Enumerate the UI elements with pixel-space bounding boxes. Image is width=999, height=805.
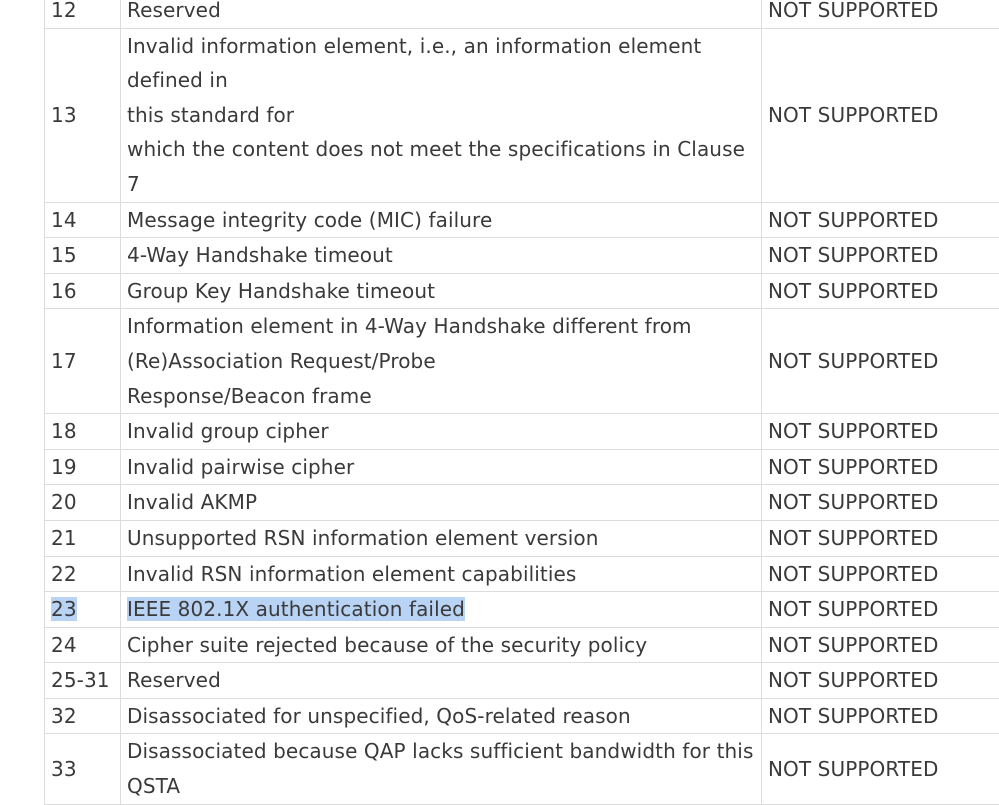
reason-meaning-line xyxy=(127,309,755,344)
table-row xyxy=(45,414,999,450)
reason-meaning-text: Disassociated because QAP lacks sufficient bandwidth for this xyxy=(127,739,753,763)
reason-code-text: 23 xyxy=(51,597,77,621)
reason-code-cell xyxy=(45,556,121,592)
reason-meaning-text: Cipher suite rejected because of the security policy xyxy=(127,633,647,657)
reason-code-cell xyxy=(45,28,121,202)
reason-code-text: 20 xyxy=(51,490,77,514)
support-status-cell: NOT SUPPORTED xyxy=(762,698,999,734)
support-status-cell: NOT SUPPORTED xyxy=(762,485,999,521)
reason-meaning-line xyxy=(127,132,755,201)
reason-meaning-cell xyxy=(121,556,762,592)
reason-code-table xyxy=(44,0,999,805)
table-row xyxy=(45,698,999,734)
reason-meaning-cell xyxy=(121,238,762,274)
reason-meaning-cell xyxy=(121,0,762,28)
reason-code-cell xyxy=(45,627,121,663)
reason-meaning-cell xyxy=(121,273,762,309)
reason-meaning-cell xyxy=(121,698,762,734)
reason-meaning-line xyxy=(127,0,755,28)
table-row xyxy=(45,238,999,274)
reason-code-cell xyxy=(45,273,121,309)
support-status-cell: NOT SUPPORTED xyxy=(762,238,999,274)
reason-meaning-cell xyxy=(121,627,762,663)
reason-meaning-text: Response/Beacon frame xyxy=(127,384,372,408)
reason-code-cell xyxy=(45,0,121,28)
reason-code-table-container xyxy=(44,0,999,805)
reason-code-cell xyxy=(45,485,121,521)
reason-meaning-line xyxy=(127,203,755,238)
table-row xyxy=(45,592,999,628)
support-status-cell: NOT SUPPORTED xyxy=(762,202,999,238)
reason-meaning-text: Invalid pairwise cipher xyxy=(127,455,354,479)
table-row xyxy=(45,0,999,28)
reason-meaning-line xyxy=(127,628,755,663)
support-status-cell: NOT SUPPORTED xyxy=(762,273,999,309)
reason-code-text: 18 xyxy=(51,419,77,443)
reason-code-cell xyxy=(45,309,121,414)
reason-meaning-line xyxy=(127,274,755,309)
table-row xyxy=(45,273,999,309)
support-status-cell: NOT SUPPORTED xyxy=(762,556,999,592)
support-status-cell: NOT SUPPORTED xyxy=(762,592,999,628)
reason-meaning-line xyxy=(127,379,755,414)
reason-meaning-line xyxy=(127,521,755,556)
reason-meaning-text: Message integrity code (MIC) failure xyxy=(127,208,492,232)
reason-meaning-line xyxy=(127,734,755,769)
reason-meaning-line xyxy=(127,592,755,627)
support-status-cell: NOT SUPPORTED xyxy=(762,0,999,28)
reason-code-text: 13 xyxy=(51,103,77,127)
reason-code-text: 32 xyxy=(51,704,77,728)
reason-code-cell xyxy=(45,734,121,804)
reason-meaning-line xyxy=(127,769,755,804)
reason-meaning-text: which the content does not meet the specifications in Clause 7 xyxy=(127,137,745,196)
reason-meaning-text: this standard for xyxy=(127,103,294,127)
table-row xyxy=(45,309,999,414)
reason-meaning-text: Invalid RSN information element capabilities xyxy=(127,562,576,586)
reason-meaning-cell xyxy=(121,592,762,628)
support-status-cell: NOT SUPPORTED xyxy=(762,449,999,485)
support-status-cell: NOT SUPPORTED xyxy=(762,28,999,202)
table-row xyxy=(45,449,999,485)
reason-code-cell xyxy=(45,520,121,556)
reason-code-cell xyxy=(45,698,121,734)
reason-meaning-line xyxy=(127,450,755,485)
reason-code-text: 12 xyxy=(51,0,77,22)
reason-meaning-text: IEEE 802.1X authentication failed xyxy=(127,597,465,621)
reason-code-cell xyxy=(45,414,121,450)
reason-meaning-text: Reserved xyxy=(127,0,221,22)
reason-meaning-text: 4-Way Handshake timeout xyxy=(127,243,393,267)
reason-meaning-line xyxy=(127,29,755,98)
table-row xyxy=(45,485,999,521)
reason-meaning-line xyxy=(127,485,755,520)
support-status-cell: NOT SUPPORTED xyxy=(762,734,999,804)
reason-meaning-text: Disassociated for unspecified, QoS-related reason xyxy=(127,704,631,728)
reason-meaning-text: Reserved xyxy=(127,668,221,692)
reason-meaning-text: Information element in 4-Way Handshake different from xyxy=(127,314,692,338)
reason-meaning-cell xyxy=(121,449,762,485)
reason-code-text: 14 xyxy=(51,208,77,232)
support-status-cell: NOT SUPPORTED xyxy=(762,663,999,699)
reason-meaning-text: QSTA xyxy=(127,774,180,798)
table-row xyxy=(45,28,999,202)
reason-meaning-cell xyxy=(121,485,762,521)
support-status-cell: NOT SUPPORTED xyxy=(762,414,999,450)
table-row xyxy=(45,202,999,238)
reason-meaning-text: Unsupported RSN information element version xyxy=(127,526,599,550)
reason-meaning-line xyxy=(127,98,755,133)
reason-code-text: 25-31 xyxy=(51,668,110,692)
reason-meaning-cell xyxy=(121,520,762,556)
reason-meaning-cell xyxy=(121,202,762,238)
reason-code-cell xyxy=(45,592,121,628)
reason-code-cell xyxy=(45,663,121,699)
reason-code-text: 16 xyxy=(51,279,77,303)
support-status-cell: NOT SUPPORTED xyxy=(762,520,999,556)
reason-meaning-line xyxy=(127,414,755,449)
reason-meaning-text: (Re)Association Request/Probe xyxy=(127,349,436,373)
reason-code-cell xyxy=(45,449,121,485)
reason-meaning-line xyxy=(127,699,755,734)
reason-code-cell xyxy=(45,202,121,238)
reason-code-text: 33 xyxy=(51,757,77,781)
reason-code-text: 21 xyxy=(51,526,77,550)
reason-meaning-text: Invalid AKMP xyxy=(127,490,257,514)
table-row xyxy=(45,663,999,699)
reason-code-cell xyxy=(45,238,121,274)
reason-meaning-line xyxy=(127,344,755,379)
reason-meaning-cell xyxy=(121,28,762,202)
support-status-cell: NOT SUPPORTED xyxy=(762,627,999,663)
reason-code-text: 22 xyxy=(51,562,77,586)
reason-meaning-text: Group Key Handshake timeout xyxy=(127,279,435,303)
reason-meaning-cell xyxy=(121,734,762,804)
reason-meaning-cell xyxy=(121,309,762,414)
table-body xyxy=(45,0,999,804)
reason-meaning-text: Invalid information element, i.e., an information element defined in xyxy=(127,34,701,93)
reason-meaning-line xyxy=(127,557,755,592)
table-row xyxy=(45,520,999,556)
reason-code-text: 17 xyxy=(51,349,77,373)
table-row xyxy=(45,556,999,592)
support-status-cell: NOT SUPPORTED xyxy=(762,309,999,414)
reason-code-text: 15 xyxy=(51,243,77,267)
reason-meaning-line xyxy=(127,663,755,698)
reason-meaning-cell xyxy=(121,663,762,699)
reason-meaning-text: Invalid group cipher xyxy=(127,419,329,443)
reason-code-text: 19 xyxy=(51,455,77,479)
reason-meaning-cell xyxy=(121,414,762,450)
table-row xyxy=(45,734,999,804)
table-row xyxy=(45,627,999,663)
reason-code-text: 24 xyxy=(51,633,77,657)
reason-meaning-line xyxy=(127,238,755,273)
